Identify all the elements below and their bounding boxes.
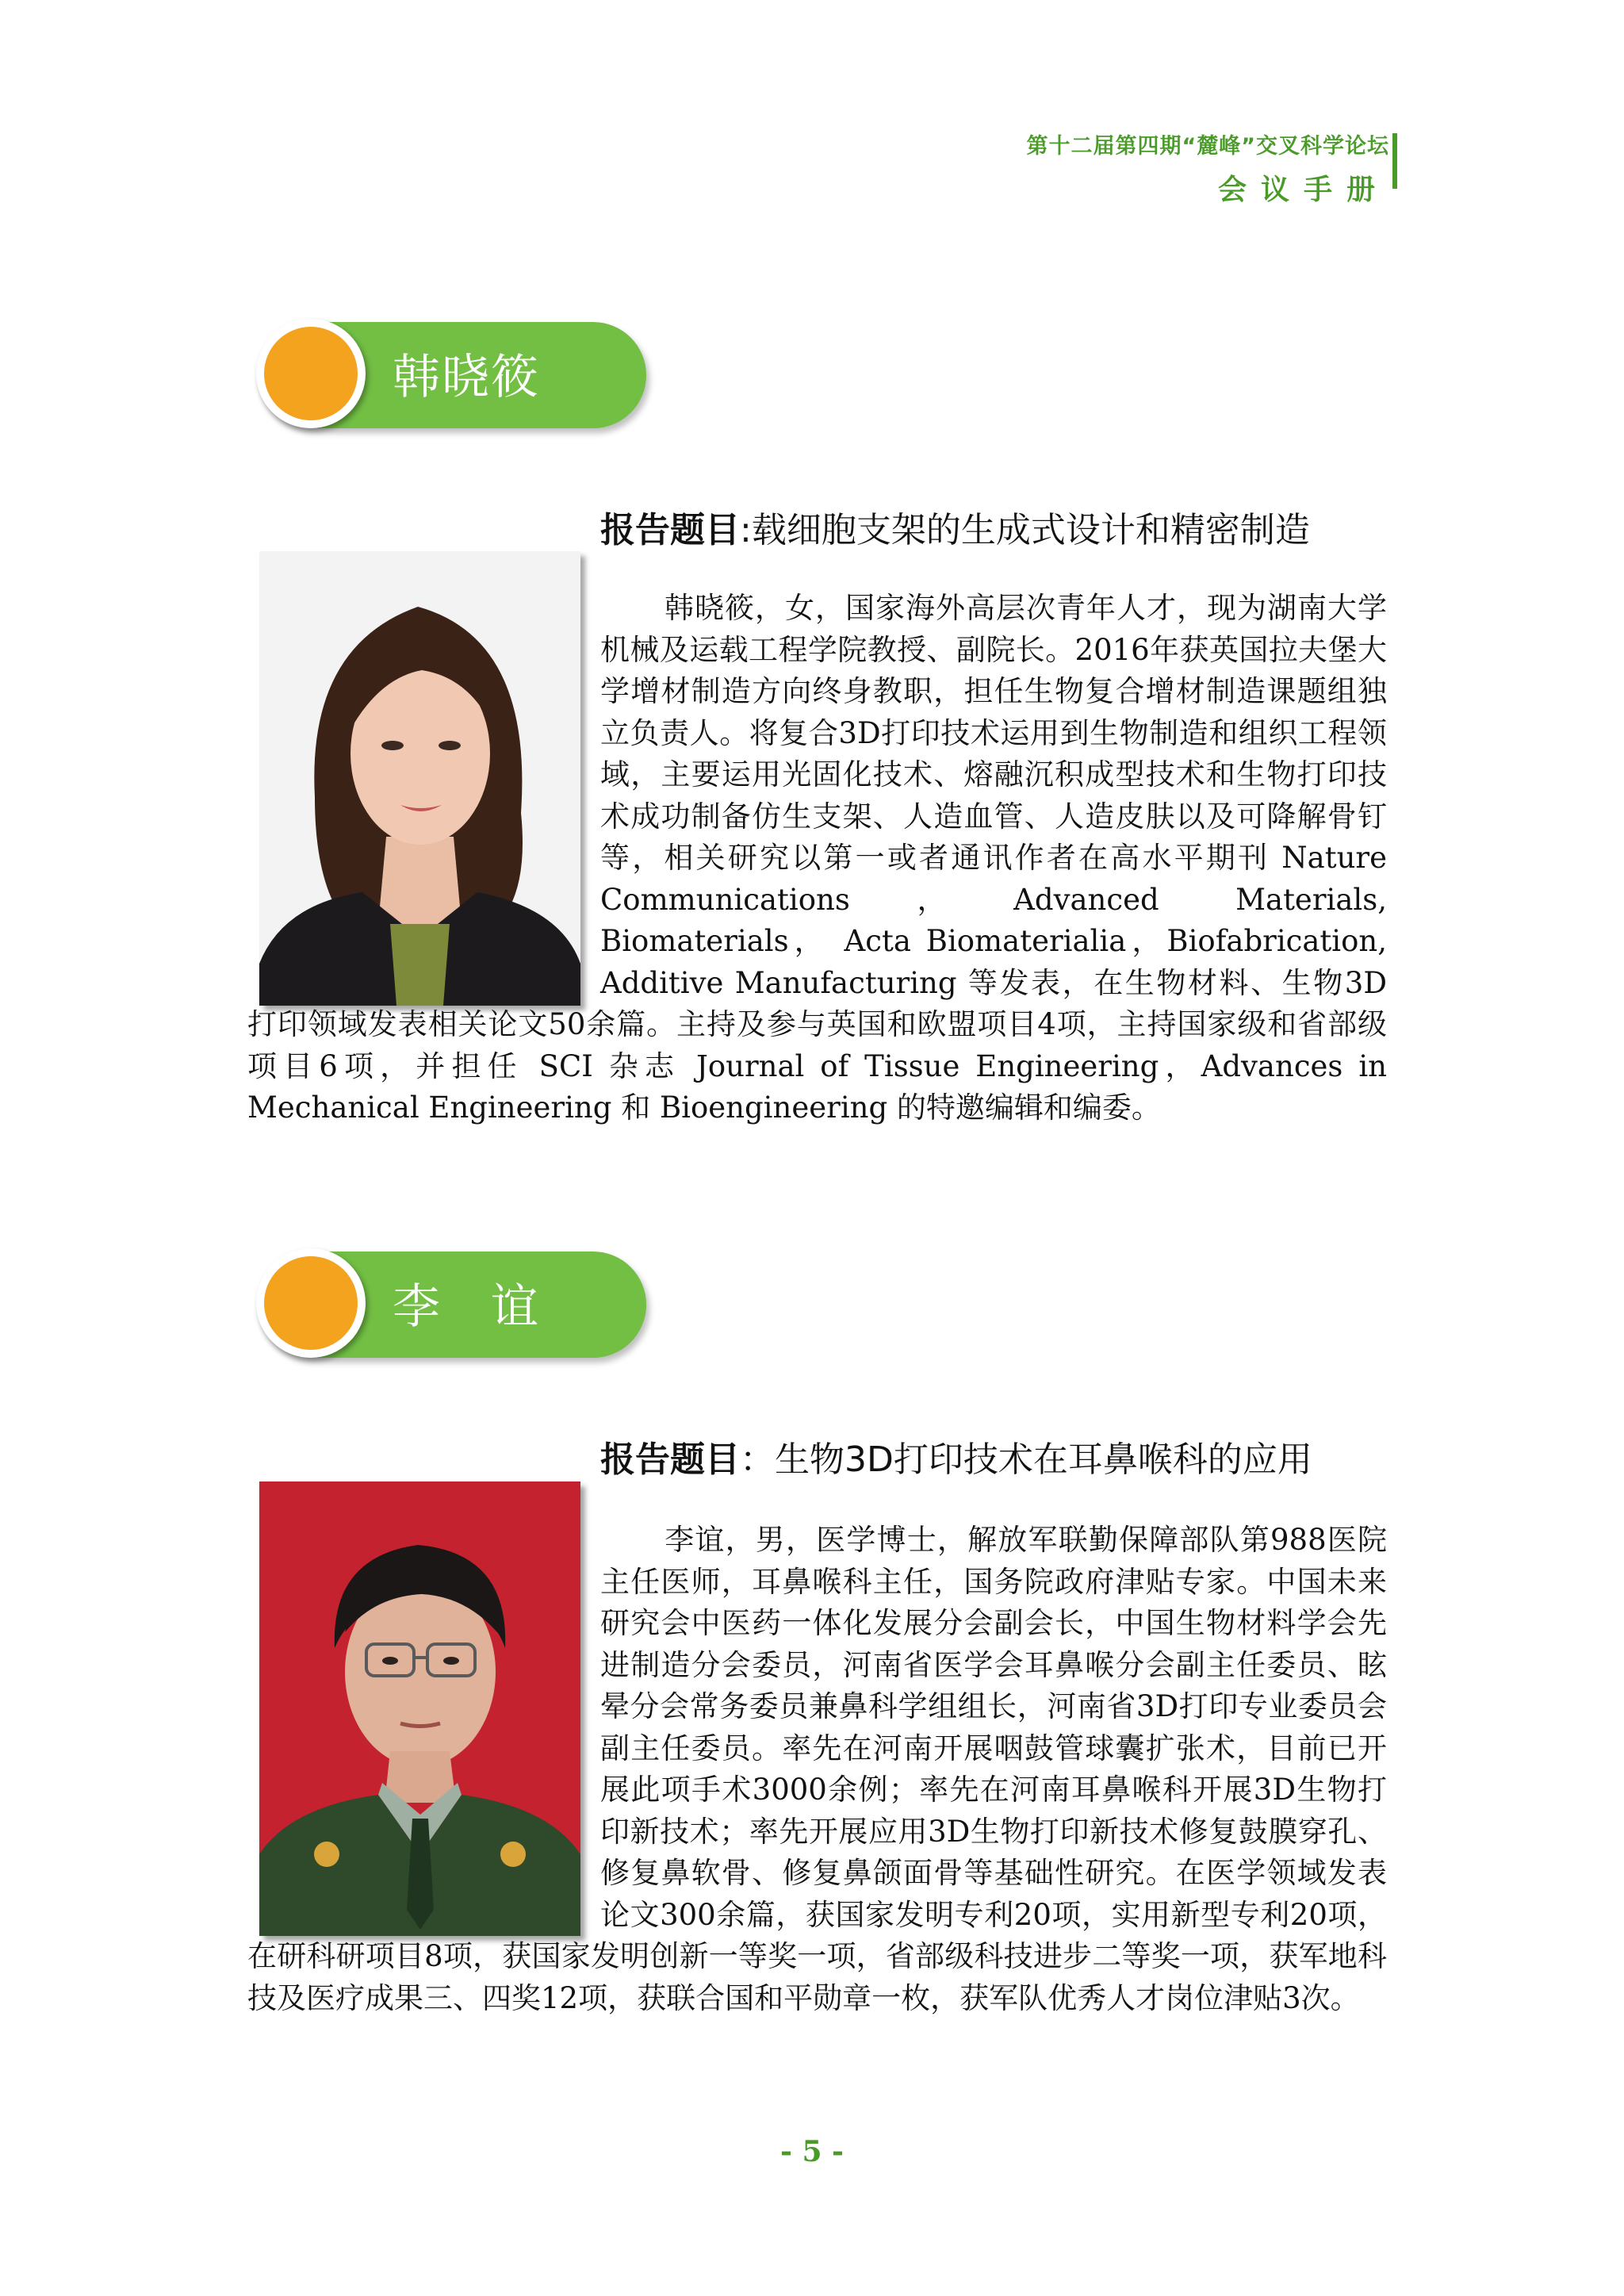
speaker-name: 李 谊 [393,1279,540,1335]
banner-circle-icon [256,319,366,428]
page-number: - 5 - [780,2135,844,2168]
talk-title-text: ：生物3D打印技术在耳鼻喉科的应用 [740,1439,1312,1480]
talk-title-label: 报告题目 [600,1439,740,1480]
speaker-name: 韩晓筱 [393,350,540,405]
speaker-name-banner [258,322,646,428]
banner-circle-icon [256,1248,366,1358]
speaker-bio: 韩晓筱，女，国家海外高层次青年人才，现为湖南大学机械及运载工程学院教授、副院长。2016年获英国拉夫堡大学增材制造方向终身教职，担任生物复合增材制造课题组独立负责人。将复合3D打印技术运用到生物制造和组织工程领域，主要运用光固化技术、熔融沉积成型技术和生物打印技术成功制备仿生支架、人造血管、人造皮肤以及可降解骨钉等，相关研究以第一或者通讯作者在高水平期刊 Nature Communications，Advanced Materials, Biomaterials， Acta Biomaterialia，Biofabrication, Additive Manufacturing 等发表，在生物材料、生物3D打印领域发表相关论文50余篇。主持及参与英国和欧盟项目4项，主持国家级和省部级项目6项，并担任 SCI 杂志 Journal of Tissue Engineering，Advances in Mechanical Engineering 和 Bioengineering 的特邀编辑和编委。 [247,591,1387,1125]
header-divider [1392,133,1397,189]
talk-title [600,501,1310,552]
talk-title [600,1431,1312,1481]
talk-title-text: :载细胞支架的生成式设计和精密制造 [740,510,1310,550]
forum-title: 第十二届第四期“麓峰”交叉科学论坛 [1026,134,1389,159]
document-header [1027,128,1390,208]
speaker-name-banner [258,1251,646,1358]
speaker-bio: 李谊，男，医学博士，解放军联勤保障部队第988医院主任医师，耳鼻喉科主任，国务院政府津贴专家。中国未来研究会中医药一体化发展分会副会长，中国生物材料学会先进制造分会委员，河南省医学会耳鼻喉分会副主任委员、眩晕分会常务委员兼鼻科学组组长，河南省3D打印专业委员会副主任委员。率先在河南开展咽鼓管球囊扩张术，目前已开展此项手术3000余例；率先在河南耳鼻喉科开展3D生物打印新技术；率先开展应用3D生物打印新技术修复鼓膜穿孔、修复鼻软骨、修复鼻颌面骨等基础性研究。在医学领域发表论文300余篇，获国家发明专利20项，实用新型专利20项，在研科研项目8项，获国家发明创新一等奖一项，省部级科技进步二等奖一项，获军地科技及医疗成果三、四奖12项，获联合国和平勋章一枚，获军队优秀人才岗位津贴3次。 [247,1523,1387,2015]
handbook-title: 会议手册 [1217,174,1389,206]
talk-title-label: 报告题目 [600,510,740,550]
